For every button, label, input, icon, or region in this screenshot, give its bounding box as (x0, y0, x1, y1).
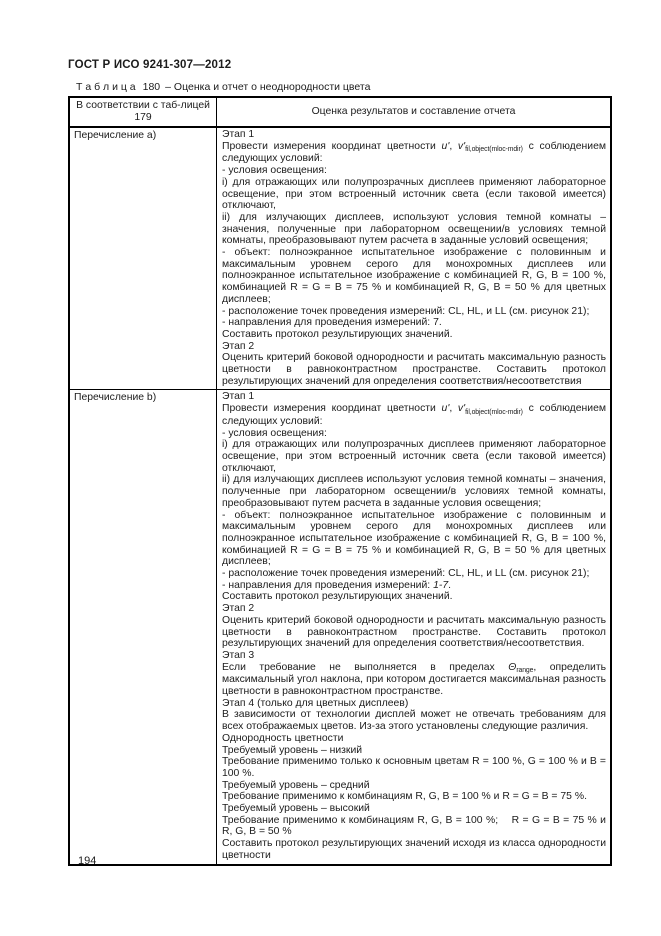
text-segment: - направления для проведения измерений: (222, 579, 434, 591)
table-row (69, 390, 611, 865)
paragraph: Этап 3 (222, 649, 255, 661)
paragraph: Этап 2 (222, 340, 255, 352)
paragraph: Требование применимо к комбинациям R, G, B = 100 %; R = G = B = 75 % и R, G, B = 50 % (222, 814, 606, 838)
text-segment: v' (457, 403, 466, 415)
text-segment: 1-7 (433, 579, 449, 591)
paragraph: Составить протокол результирующих значений. (222, 591, 453, 603)
paragraph: В зависимости от технологии дисплей может не отвечать требованиям для всех отображаемых цветов. Из-за этого установлены следующие различия. (222, 709, 606, 733)
text-segment: , определить максимальный угол наклона, при котором достигается максимальная разность цветности в равноконтрастном пространстве. (222, 661, 606, 698)
text-segment: u' (441, 140, 450, 152)
paragraph: - расположение точек проведения измерений: CL, HL, и LL (см. рисунок 21); (222, 305, 590, 317)
paragraph: Этап 1 (222, 129, 255, 140)
paragraph (222, 662, 606, 698)
table-caption (76, 81, 370, 93)
paragraph: - условия освещения: (222, 427, 327, 439)
paragraph: Этап 1 (222, 391, 255, 403)
text-segment: Провести измерения координат цветности (222, 140, 442, 152)
paragraph: i) для отражающих или полупрозрачных дисплеев применяют лабораторное освещение, при этом встроенный источник света (если таковой имеется) отключают, (222, 176, 606, 212)
paragraph: Оценить критерий боковой однородности и расчитать максимальную разность цветности в равноконтрастном пространстве. Составить протокол результирующих значений для определения соответствия/несоответствия (222, 352, 606, 387)
row-reference-cell: Перечисление b) (69, 390, 217, 865)
table-body (69, 127, 611, 865)
text-segment: с соблюдением следующих условий: (222, 403, 606, 427)
text-segment: Провести измерения координат цветности (222, 403, 442, 415)
row-reference-cell: Перечисление а) (69, 127, 217, 390)
text-segment: Если требование не выполняется в пределах (222, 661, 509, 673)
text-segment: , (449, 403, 458, 415)
header-cell-reference: В соответствии с таб-лицей 179 (69, 97, 217, 127)
paragraph: Этап 2 (222, 603, 255, 615)
standard-code-header: ГОСТ Р ИСО 9241-307—2012 (68, 59, 232, 71)
paragraph: - направления для проведения измерений: 7. (222, 317, 442, 329)
evaluation-table (68, 96, 612, 866)
header-cell-evaluation: Оценка результатов и составление отчета (217, 97, 612, 127)
paragraph: ii) для излучающих дисплеев используют условия темной комнаты – значения, полученные при лабораторном освещении/в условиях темной комнаты, преобразовывают путем расчета в заданные условия освещения; (222, 474, 606, 509)
paragraph: Требуемый уровень – низкий (222, 744, 363, 756)
text-segment: . (448, 579, 451, 591)
text-segment: , (449, 140, 458, 152)
text-segment: range (516, 667, 534, 675)
row-content-cell (217, 390, 612, 865)
paragraph: Оценить критерий боковой однородности и расчитать максимальную разность цветности в равноконтрастном пространстве. Составить протокол результирующих значений для определения соответствия/несоответствия. (222, 614, 606, 650)
row-content-cell (217, 127, 612, 390)
text-segment: fil,object(mloc-mdir) (465, 146, 523, 154)
paragraph: Составить протокол результирующих значений. (222, 328, 453, 340)
table-caption-title: – Оценка и отчет о неоднородности цвета (165, 81, 371, 93)
text-segment: с соблюдением следующих условий: (222, 140, 606, 165)
table-head (69, 97, 611, 127)
paragraph: Составить протокол результирующих значений исходя из класса однородности цветности (222, 838, 606, 861)
text-segment: v' (457, 140, 466, 152)
page-number: 194 (78, 855, 97, 867)
paragraph: Однородность цветности (222, 732, 344, 744)
paragraph: - объект: полноэкранное испытательное изображение с половинным и максимальным уровнем серого для монохромных дисплеев или полноэкранное испытательное изображение с комбинацией R, G, B = 100 %, комбинацией R = G = B = 75 % и комбинацией R, G, B = 50 % для цветных дисплеев; (222, 509, 606, 568)
paragraph: - объект: полноэкранное испытательное изображение с половинным и максимальным уровнем серого для монохромных дисплеев или полноэкранное испытательное изображение с комбинацией R, G, B = 100 %, комбинацией R = G = B = 75 % и комбинацией R, G, B = 50 % для цветных дисплеев; (222, 247, 606, 305)
text-segment: Θ (508, 661, 517, 673)
paragraph (222, 141, 606, 165)
text-segment: u' (441, 403, 450, 415)
paragraph: ii) для излучающих дисплеев, используют условия темной комнаты – значения, полученные при лабораторном освещении/в условиях темной комнаты, преобразовывают путем расчета в заданные условий освещения; (222, 211, 606, 247)
paragraph: Требование применимо к комбинациям R, G, B = 100 % и R = G = B = 75 %. (222, 791, 587, 803)
paragraph (222, 403, 606, 427)
paragraph (222, 580, 606, 592)
table-caption-word: Т а б л и ц а (76, 81, 136, 93)
paragraph: i) для отражающих или полупрозрачных дисплеев применяют лабораторное освещение, при этом встроенный источник света (если таковой имеется) отключают, (222, 439, 606, 474)
paragraph: - расположение точек проведения измерений: CL, HL, и LL (см. рисунок 21); (222, 568, 590, 580)
paragraph: Требуемый уровень – средний (222, 779, 370, 791)
text-segment: fil,object(mloc-mdir) (465, 408, 523, 416)
paragraph: Требуемый уровень – высокий (222, 803, 370, 815)
table-header-row (69, 97, 611, 127)
paragraph: - условия освещения: (222, 165, 327, 177)
paragraph: Этап 4 (только для цветных дисплеев) (222, 697, 409, 709)
table-caption-number: 180 (142, 81, 161, 93)
table-row (69, 127, 611, 390)
paragraph: Требование применимо только к основным цветам R = 100 %, G = 100 % и B = 100 %. (222, 756, 606, 779)
